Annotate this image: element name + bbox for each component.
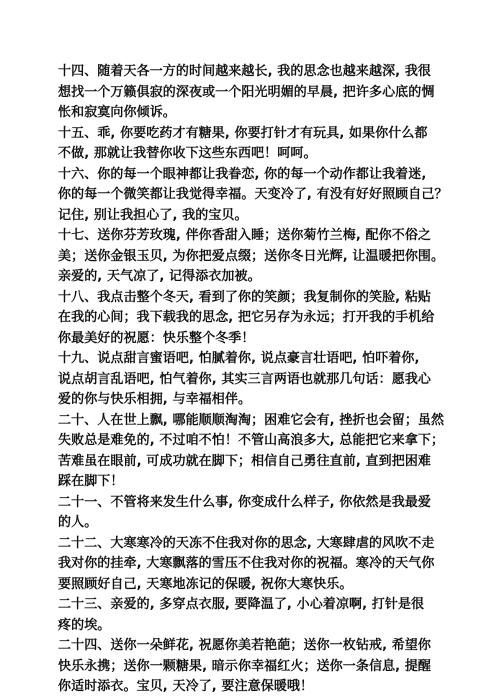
text-line: 二十、人在世上飘, 哪能顺顺淘淘；困难它会有, 挫折也会留；虽然	[58, 412, 445, 428]
text-line: 记住, 别让我担心了, 我的宝贝。	[58, 207, 248, 223]
paragraph	[58, 411, 456, 493]
text-line: 要照顾好自己, 天寒地冻记的保暖, 祝你大寒快乐。	[58, 576, 353, 592]
text-line: 十五、乖, 你要吃药才有糖果, 你要打针才有玩具, 如果你什么都	[58, 125, 428, 141]
text-line: 踩在脚下！	[58, 474, 124, 489]
text-line: 美；送你金银玉贝, 为你把爱点缀；送你冬日光辉, 让温暖把你围。	[58, 248, 445, 264]
text-line: 十六、你的每一个眼神都让我眷恋, 你的每一个动作都让我着迷,	[58, 166, 427, 182]
text-line: 你最美好的祝愿：快乐整个冬季！	[58, 330, 255, 346]
paragraph	[58, 349, 456, 411]
text-line: 不做, 那就让我替你收下这些东西吧！呵呵。	[58, 146, 317, 161]
text-line: 二十三、亲爱的, 多穿点衣服, 要降温了, 小心着凉啊, 打针是很	[58, 597, 425, 612]
text-line: 十九、说点甜言蜜语吧, 怕腻着你, 说点豪言壮语吧, 怕吓着你,	[58, 351, 420, 366]
text-line: 想找一个万籁俱寂的深夜或一个阳光明媚的早晨, 把许多心底的惆	[58, 84, 435, 100]
text-line: 失败总是难免的, 不过咱不怕！不管山高浪多大, 总能把它来拿下；	[58, 433, 445, 448]
text-line: 快乐永携；送你一颗糖果, 暗示你幸福红火；送你一条信息, 提醒	[58, 658, 432, 674]
paragraph	[58, 595, 456, 636]
text-line: 十八、我点击整个冬天, 看到了你的笑颜；我复制你的笑脸, 粘贴	[58, 289, 432, 305]
paragraph	[58, 165, 456, 227]
text-line: 二十二、大寒寒冷的天冻不住我对你的思念, 大寒肆虐的风吹不走	[58, 535, 435, 551]
text-line: 在我的心间；我下载我的思念, 把它另存为永远；打开我的手机给	[58, 310, 435, 325]
paragraph	[58, 62, 456, 124]
text-line: 疼的埃。	[58, 617, 111, 633]
text-line: 的人。	[58, 515, 98, 530]
text-line: 十七、送你芬芳玫瑰, 伴你香甜入睡；送你菊竹兰梅, 配你不俗之	[58, 228, 432, 243]
text-line: 怅和寂寞向你倾诉。	[58, 105, 176, 120]
text-line: 你适时添衣。宝贝, 天冷了, 要注意保暖哦！	[58, 679, 314, 694]
text-line: 我对你的挂牵, 大寒飘落的雪压不住我对你的祝福。寒冷的天气你	[58, 556, 435, 571]
paragraph	[58, 534, 456, 596]
text-line: 说点胡言乱语吧, 怕气着你, 其实三言两语也就那几句话：愿我心	[58, 371, 432, 387]
text-line: 苦难虽在眼前, 可成功就在脚下；相信自己勇往直前, 直到把困难	[58, 453, 432, 469]
paragraph	[58, 636, 456, 698]
text-line: 爱的你与快乐相拥, 与幸福相伴。	[58, 392, 252, 407]
text-line: 二十四、送你一朵鲜花, 祝愿你美若艳葩；送你一枚钻戒, 希望你	[58, 638, 432, 653]
text-line: 十四、随着天各一方的时间越来越长, 我的思念也越来越深, 我很	[58, 64, 432, 79]
paragraph	[58, 288, 456, 350]
text-line: 你的每一个微笑都让我觉得幸福。天变冷了, 有没有好好照顾自己？	[58, 187, 448, 202]
text-line: 亲爱的, 天气凉了, 记得添衣加被。	[58, 269, 261, 284]
paragraph	[58, 124, 456, 165]
text-line: 二十一、不管将来发生什么事, 你变成什么样子, 你依然是我最爱	[58, 494, 432, 510]
paragraph	[58, 226, 456, 288]
paragraph	[58, 493, 456, 534]
